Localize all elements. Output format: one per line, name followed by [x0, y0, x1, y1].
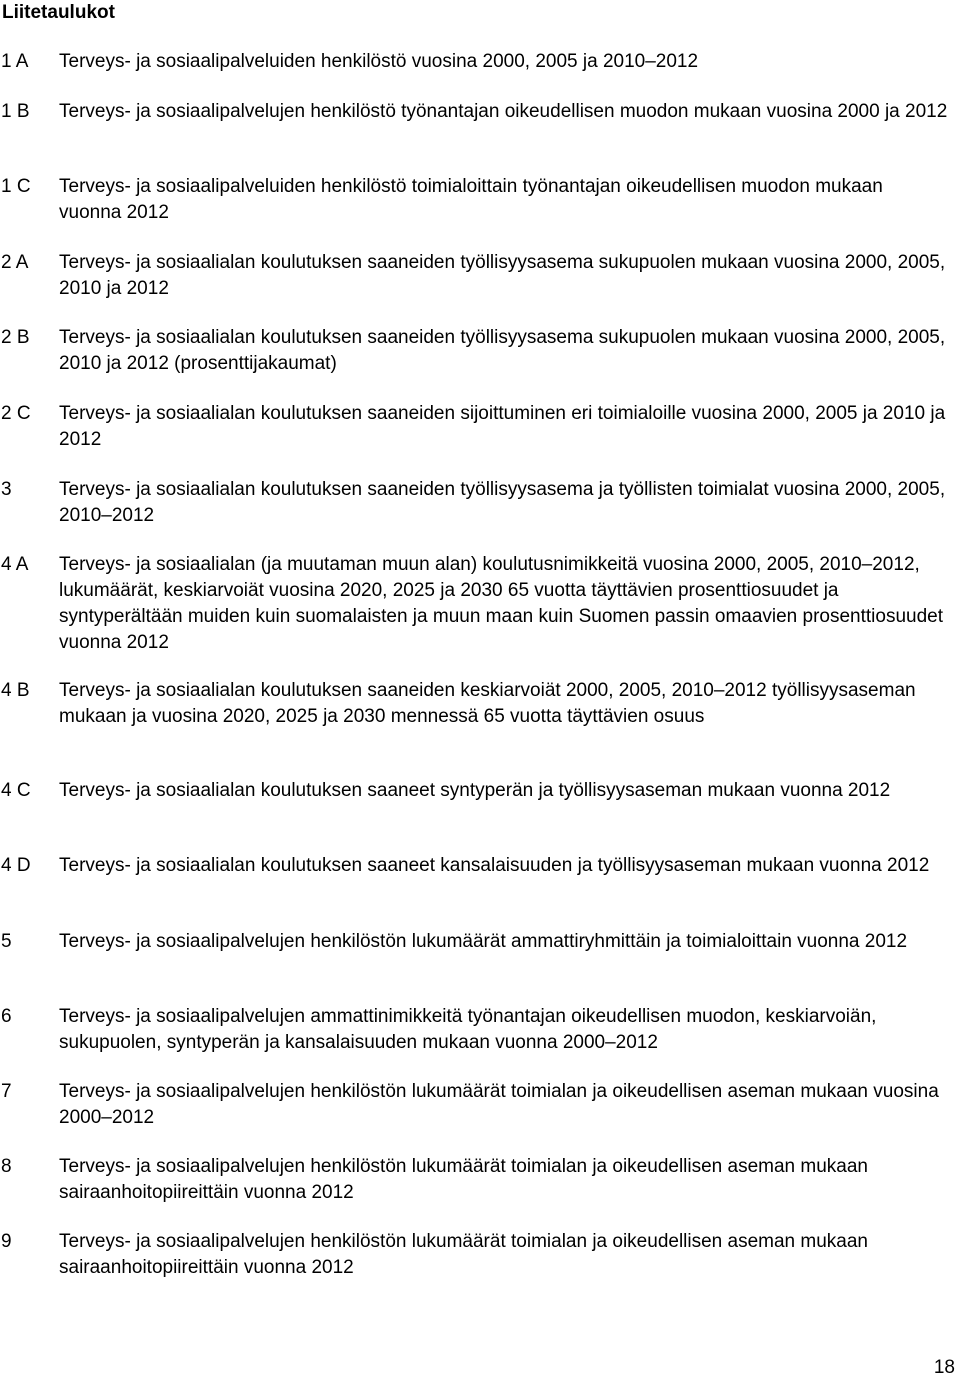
table-code: 4 C [1, 780, 31, 801]
list-item [0, 401, 960, 453]
list-item [0, 853, 960, 879]
table-title: Terveys- ja sosiaalialan koulutuksen saaneiden työllisyysasema sukupuolen mukaan vuosina 2000, 2005, 2010 ja 2012 (prosenttijakaumat) [59, 327, 946, 374]
table-title: Terveys- ja sosiaalialan koulutuksen saaneiden keskiarvoiät 2000, 2005, 2010–2012 työllisyysaseman mukaan ja vuosina 2020, 2025 ja 2030 mennessä 65 vuotta täyttävien osuus [59, 680, 916, 727]
table-title: Terveys- ja sosiaalipalveluiden henkilöstö vuosina 2000, 2005 ja 2010–2012 [59, 51, 699, 72]
list-item [0, 1229, 960, 1281]
table-code: 1 B [1, 101, 30, 122]
list-item [0, 174, 960, 226]
table-title: Terveys- ja sosiaalialan koulutuksen saaneiden työllisyysasema ja työllisten toimialat vuosina 2000, 2005, 2010–2012 [59, 479, 946, 526]
list-item [0, 552, 960, 656]
list-item [0, 477, 960, 529]
table-title: Terveys- ja sosiaalipalvelujen henkilöstön lukumäärät ammattiryhmittäin ja toimialoittain vuonna 2012 [59, 931, 908, 952]
table-code: 1 C [1, 176, 31, 197]
table-code: 8 [1, 1156, 12, 1177]
table-code: 4 B [1, 680, 30, 701]
list-item [0, 325, 960, 377]
table-code: 2 B [1, 327, 30, 348]
table-title: Terveys- ja sosiaalialan koulutuksen saaneet kansalaisuuden ja työllisyysaseman mukaan vuonna 2012 [59, 855, 930, 876]
table-title: Terveys- ja sosiaalipalveluiden henkilöstö toimialoittain työnantajan oikeudellisen muodon mukaan vuonna 2012 [59, 176, 883, 223]
table-title: Terveys- ja sosiaalipalvelujen henkilöstö työnantajan oikeudellisen muodon mukaan vuosina 2000 ja 2012 [59, 101, 948, 122]
table-code: 5 [1, 931, 12, 952]
list-item [0, 778, 960, 804]
table-code: 6 [1, 1006, 12, 1027]
table-code: 2 A [1, 252, 29, 273]
table-title: Terveys- ja sosiaalipalvelujen henkilöstön lukumäärät toimialan ja oikeudellisen aseman mukaan sairaanhoitopiireittäin vuonna 2012 [59, 1156, 868, 1203]
list-item [0, 49, 960, 75]
table-code: 9 [1, 1231, 12, 1252]
list-item [0, 250, 960, 302]
table-code: 4 D [1, 855, 31, 876]
table-title: Terveys- ja sosiaalipalvelujen henkilöstön lukumäärät toimialan ja oikeudellisen aseman mukaan vuosina 2000–2012 [59, 1081, 939, 1128]
list-item [0, 1004, 960, 1056]
list-item [0, 929, 960, 955]
table-code: 1 A [1, 51, 29, 72]
page-title: Liitetaulukot [2, 2, 115, 23]
list-item [0, 1154, 960, 1206]
table-title: Terveys- ja sosiaalipalvelujen ammattinimikkeitä työnantajan oikeudellisen muodon, keskiarvoiän, sukupuolen, syntyperän ja kansalaisuuden mukaan vuonna 2000–2012 [59, 1006, 877, 1053]
list-item [0, 99, 960, 125]
page-number: 18 [933, 1357, 955, 1378]
list-item [0, 678, 960, 730]
table-code: 2 C [1, 403, 31, 424]
table-title: Terveys- ja sosiaalialan koulutuksen saaneiden työllisyysasema sukupuolen mukaan vuosina 2000, 2005, 2010 ja 2012 [59, 252, 946, 299]
table-code: 3 [1, 479, 12, 500]
table-title: Terveys- ja sosiaalipalvelujen henkilöstön lukumäärät toimialan ja oikeudellisen aseman mukaan sairaanhoitopiireittäin vuonna 2012 [59, 1231, 868, 1278]
table-title: Terveys- ja sosiaalialan koulutuksen saaneiden sijoittuminen eri toimialoille vuosina 2000, 2005 ja 2010 ja 2012 [59, 403, 946, 450]
list-item [0, 1079, 960, 1131]
table-title: Terveys- ja sosiaalialan (ja muutaman muun alan) koulutusnimikkeitä vuosina 2000, 2005, 2010–2012, lukumäärät, keskiarvoiät vuosina 2020, 2025 ja 2030 65 vuotta täyttävien prosenttiosuudet ja syntyperältään muiden kuin suomalaisten ja muun maan kuin Suomen passin omaavien prosenttiosuudet vuonna 2012 [59, 554, 944, 653]
table-code: 4 A [1, 554, 29, 575]
table-title: Terveys- ja sosiaalialan koulutuksen saaneet syntyperän ja työllisyysaseman mukaan vuonna 2012 [59, 780, 891, 801]
table-code: 7 [1, 1081, 12, 1102]
